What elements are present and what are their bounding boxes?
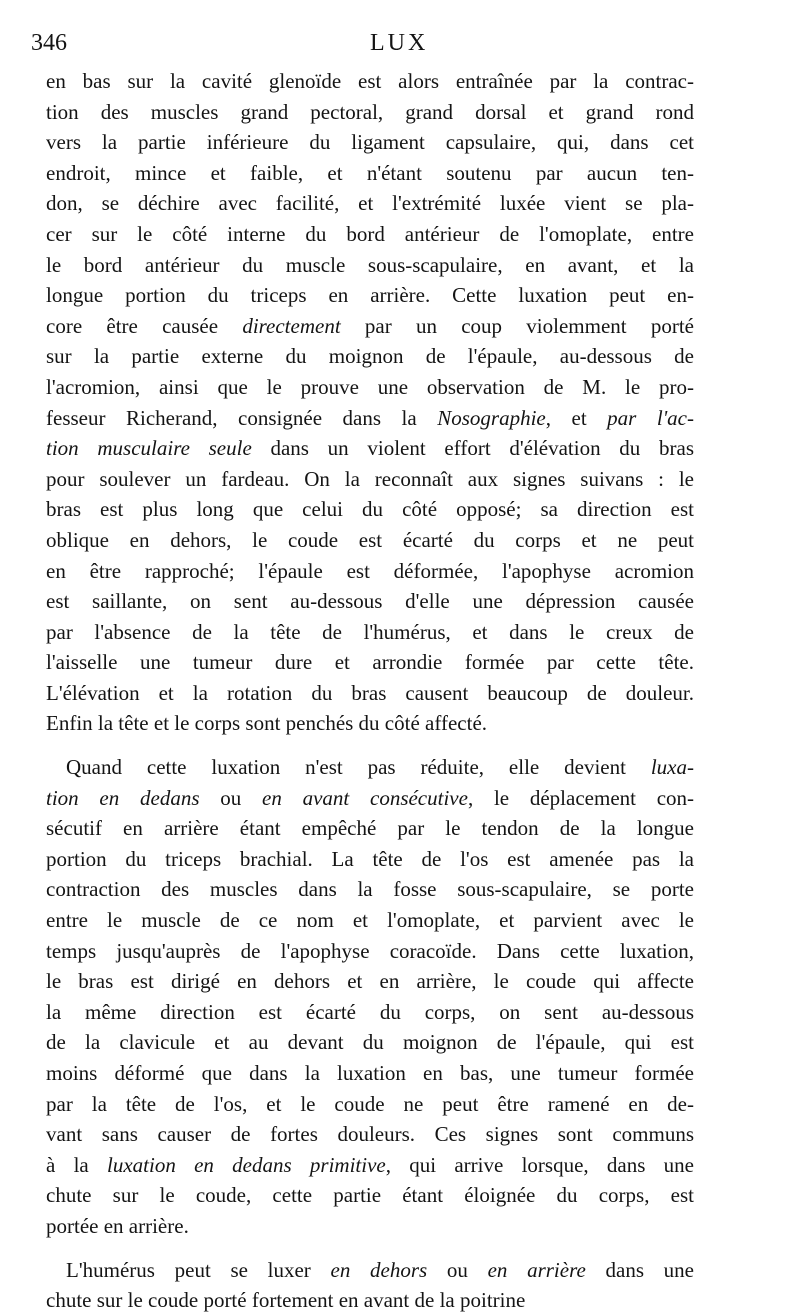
text-line — [46, 1255, 694, 1286]
text-line — [46, 1089, 694, 1120]
text-segment: par l'absence de la tête de l'humérus, et dans le creux de — [46, 619, 694, 644]
text-line — [46, 708, 694, 739]
paragraph — [46, 1255, 694, 1316]
text-line — [46, 280, 694, 311]
text-segment: contraction des muscles dans la fosse sous-scapulaire, se porte — [46, 877, 694, 902]
page-header — [31, 30, 701, 62]
text-line — [46, 127, 694, 158]
text-segment: en bas sur la cavité glenoïde est alors entraînée par la contrac- — [46, 69, 694, 93]
text-segment: l'acromion, ainsi que le prouve une observation de M. le pro- — [46, 374, 694, 399]
text-segment: moins déformé que dans la luxation en bas, une tumeur formée — [46, 1061, 694, 1085]
text-line — [46, 1119, 694, 1150]
text-line — [46, 997, 694, 1028]
text-segment: cer sur le côté interne du bord antérieur de l'omoplate, entre — [46, 221, 694, 246]
paragraph — [46, 66, 694, 739]
text-line — [46, 813, 694, 844]
text-segment: chute sur le coude porté fortement en avant de la poitrine — [46, 1288, 526, 1313]
italic-text: luxa- — [650, 755, 694, 780]
text-segment: vers la partie inférieure du ligament capsulaire, qui, dans cet — [46, 130, 694, 155]
text-line — [46, 1027, 694, 1058]
italic-text: en arrière — [487, 1257, 586, 1282]
text-segment: l'aisselle une tumeur dure et arrondie formée par cette tête. — [46, 650, 694, 675]
text-segment: dans un violent effort d'élévation du bras — [251, 436, 694, 461]
text-segment: portée en arrière. — [46, 1213, 189, 1238]
text-line — [46, 966, 694, 997]
text-line — [46, 1058, 694, 1089]
text-line — [46, 1180, 694, 1211]
text-line — [46, 1211, 694, 1242]
text-segment: , et — [545, 405, 608, 430]
text-segment: Quand cette luxation n'est pas réduite, elle devient — [66, 755, 651, 780]
text-line — [46, 311, 694, 342]
text-line — [46, 874, 694, 905]
text-line — [46, 97, 694, 128]
text-segment: sur la partie externe du moignon de l'épaule, au-dessous de — [46, 344, 694, 369]
text-segment: ou — [427, 1257, 488, 1282]
italic-text: directement — [242, 313, 341, 338]
text-segment: chute sur le coude, cette partie étant éloignée du corps, est — [46, 1183, 694, 1208]
text-segment: vant sans causer de fortes douleurs. Ces signes sont communs — [46, 1122, 694, 1147]
text-line — [46, 647, 694, 678]
italic-text: Nosographie — [437, 405, 546, 430]
page-number: 346 — [31, 30, 67, 56]
italic-text: en dehors — [330, 1257, 428, 1282]
text-segment: L'élévation et la rotation du bras causent beaucoup de douleur. — [46, 680, 694, 705]
text-segment: à la — [46, 1152, 107, 1177]
running-title: LUX — [370, 30, 429, 56]
text-segment: bras est plus long que celui du côté opposé; sa direction est — [46, 497, 694, 522]
text-line — [46, 219, 694, 250]
text-segment: sécutif en arrière étant empêché par le tendon de la longue — [46, 816, 694, 841]
paragraph-gap — [46, 739, 694, 752]
text-segment: oblique en dehors, le coude est écarté du corps et ne peut — [46, 527, 694, 552]
text-segment: Enfin la tête et le corps sont penchés du côté affecté. — [46, 711, 488, 736]
text-line — [46, 556, 694, 587]
italic-text: tion musculaire seule — [46, 436, 252, 461]
text-segment: , qui arrive lorsque, dans une — [385, 1152, 694, 1177]
text-line — [46, 844, 694, 875]
text-segment: de la clavicule et au devant du moignon de l'épaule, qui est — [46, 1030, 694, 1055]
text-line — [46, 525, 694, 556]
text-line — [46, 433, 694, 464]
text-segment: est saillante, on sent au-dessous d'elle une dépression causée — [46, 589, 694, 614]
text-line — [46, 752, 694, 783]
text-line — [46, 586, 694, 617]
text-segment: don, se déchire avec facilité, et l'extrémité luxée vient se pla- — [46, 191, 694, 216]
text-segment: , le déplacement con- — [467, 785, 695, 810]
italic-text: par l'ac- — [607, 405, 694, 430]
text-line — [46, 250, 694, 281]
text-line — [46, 617, 694, 648]
text-segment: par un coup violemment porté — [340, 313, 694, 338]
text-segment: longue portion du triceps en arrière. Cette luxation peut en- — [46, 283, 694, 308]
text-line — [46, 188, 694, 219]
text-segment: fesseur Richerand, consignée dans la — [46, 405, 438, 430]
text-line — [46, 905, 694, 936]
italic-text: luxation en dedans primitive — [107, 1152, 386, 1177]
text-segment: en être rapproché; l'épaule est déformée, l'apophyse acromion — [46, 558, 694, 583]
text-line — [46, 1285, 694, 1316]
text-segment: core être causée — [46, 313, 243, 338]
text-line — [46, 372, 694, 403]
text-segment: la même direction est écarté du corps, on sent au-dessous — [46, 999, 694, 1024]
text-line — [46, 341, 694, 372]
text-segment: le bord antérieur du muscle sous-scapulaire, en avant, et la — [46, 252, 694, 277]
text-segment: par la tête de l'os, et le coude ne peut être ramené en de- — [46, 1091, 694, 1116]
text-line — [46, 936, 694, 967]
text-segment: le bras est dirigé en dehors et en arrière, le coude qui affecte — [46, 969, 694, 994]
text-line — [46, 678, 694, 709]
text-segment: L'humérus peut se luxer — [66, 1257, 331, 1282]
text-segment: pour soulever un fardeau. On la reconnaît aux signes suivans : le — [46, 466, 694, 491]
text-segment: endroit, mince et faible, et n'étant soutenu par aucun ten- — [46, 160, 694, 185]
paragraph — [46, 752, 694, 1242]
text-line — [46, 158, 694, 189]
text-line — [46, 66, 694, 97]
text-segment: temps jusqu'auprès de l'apophyse coracoïde. Dans cette luxation, — [46, 938, 694, 963]
text-line — [46, 783, 694, 814]
text-segment: portion du triceps brachial. La tête de l'os est amenée pas la — [46, 846, 694, 871]
text-line — [46, 494, 694, 525]
italic-text: tion en dedans — [46, 785, 200, 810]
text-line — [46, 464, 694, 495]
paragraph-gap — [46, 1242, 694, 1255]
text-line — [46, 1150, 694, 1181]
body-text — [46, 66, 694, 1316]
text-segment: entre le muscle de ce nom et l'omoplate, et parvient avec le — [46, 908, 694, 933]
text-segment: ou — [199, 785, 263, 810]
italic-text: en avant consécutive — [262, 785, 468, 810]
text-line — [46, 403, 694, 434]
text-segment: tion des muscles grand pectoral, grand dorsal et grand rond — [46, 99, 694, 124]
text-segment: dans une — [585, 1257, 695, 1282]
